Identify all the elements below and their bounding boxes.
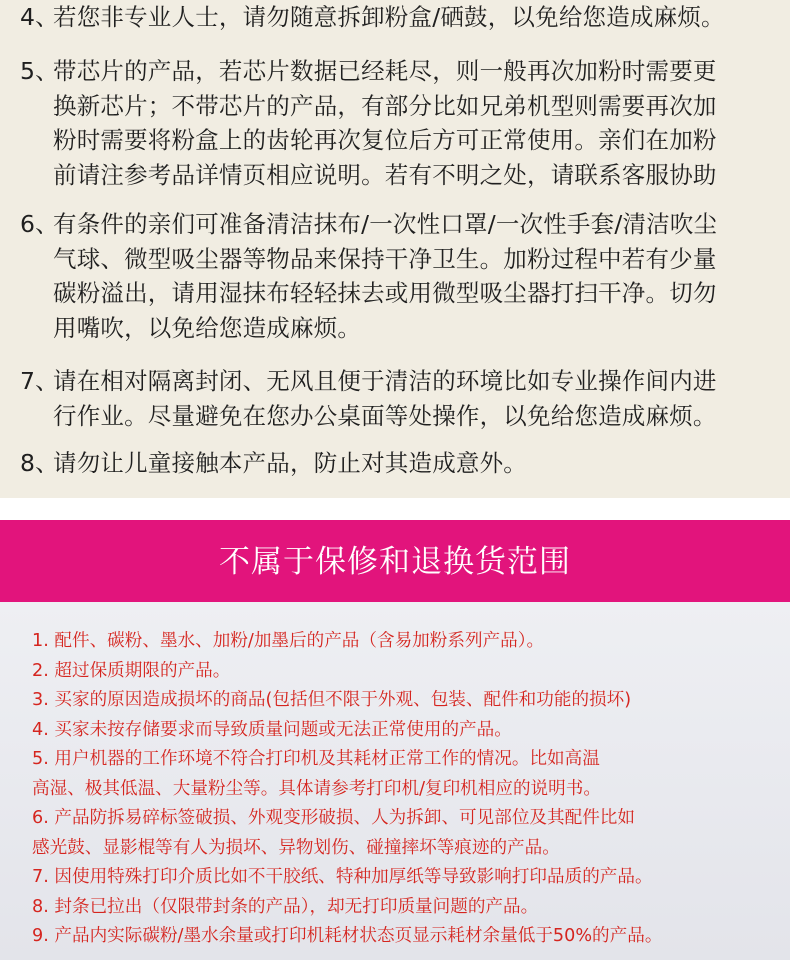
instruction-item-4 <box>20 0 780 35</box>
exclusion-line: 感光鼓、显影棍等有人为损坏、异物划伤、碰撞摔坏等痕迹的产品。 <box>32 837 560 858</box>
item-text: 气球、微型吸尘器等物品来保持干净卫生。加粉过程中若有少量 <box>53 244 717 273</box>
section-banner <box>0 520 790 602</box>
instruction-item-8 <box>20 446 780 481</box>
banner-title: 不属于保修和退换货范围 <box>219 544 571 580</box>
item-text: 请在相对隔离封闭、无风且便于清洁的环境比如专业操作间内进 <box>53 367 717 395</box>
exclusions-list <box>32 627 782 952</box>
instruction-item-6 <box>20 207 780 346</box>
item-text: 请勿让儿童接触本产品，防止对其造成意外。 <box>53 449 527 477</box>
exclusion-line: 1. 配件、碳粉、墨水、加粉/加墨后的产品（含易加粉系列产品）。 <box>32 631 545 651</box>
item-number: 6、 <box>20 210 59 238</box>
exclusion-line: 6. 产品防拆易碎标签破损、外观变形破损、人为拆卸、可见部位及其配件比如 <box>32 808 635 828</box>
exclusion-line: 7. 因使用特殊打印介质比如不干胶纸、特种加厚纸等导致影响打印品质的产品。 <box>32 867 653 887</box>
item-text: 碳粉溢出，请用湿抹布轻轻抹去或用微型吸尘器打扫干净。切勿 <box>53 279 717 308</box>
section-divider <box>0 498 790 520</box>
item-text: 带芯片的产品，若芯片数据已经耗尽，则一般再次加粉时需要更 <box>53 57 717 85</box>
instruction-item-7 <box>20 364 780 433</box>
item-number: 5、 <box>20 57 59 85</box>
item-text: 前请注参考品详情页相应说明。若有不明之处，请联系客服协助 <box>53 161 717 190</box>
item-number: 7、 <box>20 367 59 395</box>
item-text: 有条件的亲们可准备清洁抹布/一次性口罩/一次性手套/清洁吹尘 <box>53 210 718 238</box>
exclusion-line: 2. 超过保质期限的产品。 <box>32 660 231 681</box>
exclusion-line: 4. 买家未按存储要求而导致质量问题或无法正常使用的产品。 <box>32 719 512 740</box>
exclusion-line: 高湿、极其低温、大量粉尘等。具体请参考打印机/复印机相应的说明书。 <box>32 778 601 799</box>
item-number: 8、 <box>20 449 59 477</box>
item-number: 4、 <box>20 3 59 31</box>
exclusion-line: 8. 封条已拉出（仅限带封条的产品），却无打印质量问题的产品。 <box>32 896 539 917</box>
item-text: 换新芯片；不带芯片的产品，有部分比如兄弟机型则需要再次加 <box>53 91 717 120</box>
item-text: 粉时需要将粉盒上的齿轮再次复位后方可正常使用。亲们在加粉 <box>53 126 717 155</box>
exclusion-line: 9. 产品内实际碳粉/墨水余量或打印机耗材状态页显示耗材余量低于50%的产品。 <box>32 926 663 946</box>
item-text: 行作业。尽量避免在您办公桌面等处操作，以免给您造成麻烦。 <box>53 401 717 430</box>
exclusion-line: 5. 用户机器的工作环境不符合打印机及其耗材正常工作的情况。比如高温 <box>32 749 600 769</box>
exclusion-line: 3. 买家的原因造成损坏的商品(包括但不限于外观、包装、配件和功能的损坏) <box>32 690 632 710</box>
exclusions-section <box>0 602 790 960</box>
item-text: 用嘴吹，以免给您造成麻烦。 <box>53 314 362 343</box>
instruction-item-5 <box>20 54 780 193</box>
item-text: 若您非专业人士，请勿随意拆卸粉盒/硒鼓，以免给您造成麻烦。 <box>53 3 725 31</box>
